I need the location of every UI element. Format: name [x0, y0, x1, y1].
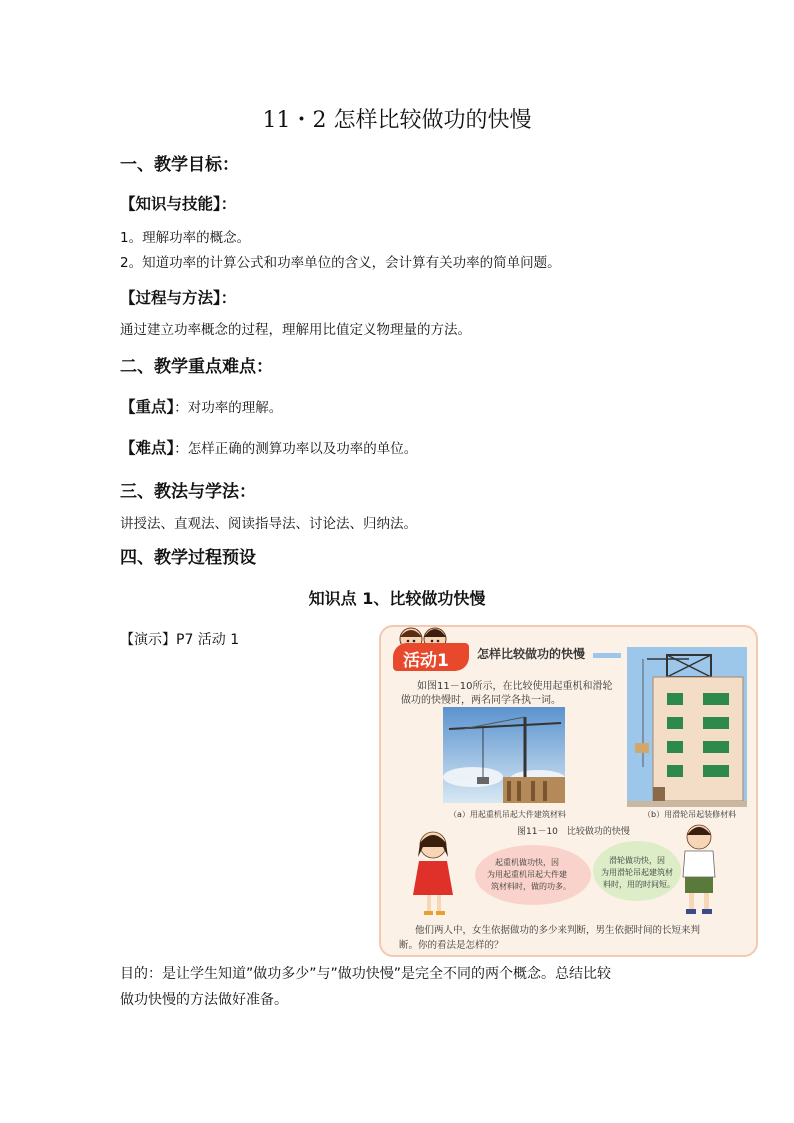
textbook-illustration	[379, 625, 758, 957]
section-teaching-methods: 三、教法与学法：	[120, 482, 256, 502]
activity-intro-2: 做功的快慢时，两名同学各执一词。	[401, 695, 561, 706]
section-teaching-process: 四、教学过程预设	[120, 548, 256, 568]
girl-speech-2: 为用起重机吊起大件建	[487, 870, 567, 879]
activity-heading: 怎样比较做功的快慢	[477, 647, 586, 661]
boy-character	[673, 821, 725, 917]
bottom-question-2: 断。你的看法是怎样的？	[399, 940, 504, 951]
process-methods-text: 通过建立功率概念的过程，理解用比值定义物理量的方法。	[120, 322, 471, 338]
crane-photo	[443, 707, 565, 803]
caption-a: （a）用起重机吊起大件建筑材料	[449, 810, 566, 819]
page-title: 11・2 怎样比较做功的快慢	[262, 108, 532, 133]
difficult-point-heading: 【难点】	[120, 439, 175, 457]
girl-speech-1: 起重机做功快，因	[495, 858, 559, 867]
building-photo	[627, 647, 747, 807]
knowledge-point-1-title: 知识点 1、比较做功快慢	[308, 589, 486, 608]
girl-character	[405, 827, 465, 917]
boy-speech-3: 料时，用的时间短。	[603, 880, 675, 889]
key-point-heading: 【重点】	[120, 398, 175, 416]
figure-label: 图11－10 比较做功的快慢	[517, 827, 630, 837]
knowledge-skills-heading: 【知识与技能】：	[120, 195, 237, 213]
teaching-methods-text: 讲授法、直观法、阅读指导法、讨论法、归纳法。	[120, 516, 417, 532]
purpose-line-1: 目的：是让学生知道”做功多少”与”做功快慢”是完全不同的两个概念。总结比较	[120, 966, 612, 982]
difficult-point-line	[120, 436, 417, 458]
activity-badge: 活动1	[393, 643, 469, 671]
demo-label: 【演示】P7 活动 1	[120, 632, 240, 648]
boy-speech-2: 为用滑轮吊起建筑材	[601, 868, 673, 877]
activity-intro-1: 如图11－10所示，在比较使用起重机和滑轮	[417, 681, 613, 692]
knowledge-item-1: 1。理解功率的概念。	[120, 230, 251, 246]
difficult-point-text: ：怎样正确的测算功率以及功率的单位。	[174, 441, 418, 457]
boy-speech-1: 滑轮做功快，因	[609, 856, 665, 865]
girl-speech-3: 筑材料时，做的功多。	[491, 882, 571, 891]
knowledge-item-2: 2。知道功率的计算公式和功率单位的含义，会计算有关功率的简单问题。	[120, 255, 561, 271]
section-key-difficult: 二、教学重点难点：	[120, 357, 273, 377]
key-point-text: ：对功率的理解。	[174, 400, 283, 416]
key-point-line	[120, 395, 282, 417]
purpose-line-2: 做功快慢的方法做好准备。	[120, 992, 288, 1008]
bottom-question-1: 他们两人中，女生依据做功的多少来判断，男生依据时间的长短来判	[415, 925, 701, 936]
heading-stripe	[593, 653, 621, 658]
section-teaching-goals: 一、教学目标：	[120, 155, 239, 175]
process-methods-heading: 【过程与方法】：	[120, 289, 237, 307]
caption-b: （b）用滑轮吊起装修材料	[643, 810, 737, 819]
